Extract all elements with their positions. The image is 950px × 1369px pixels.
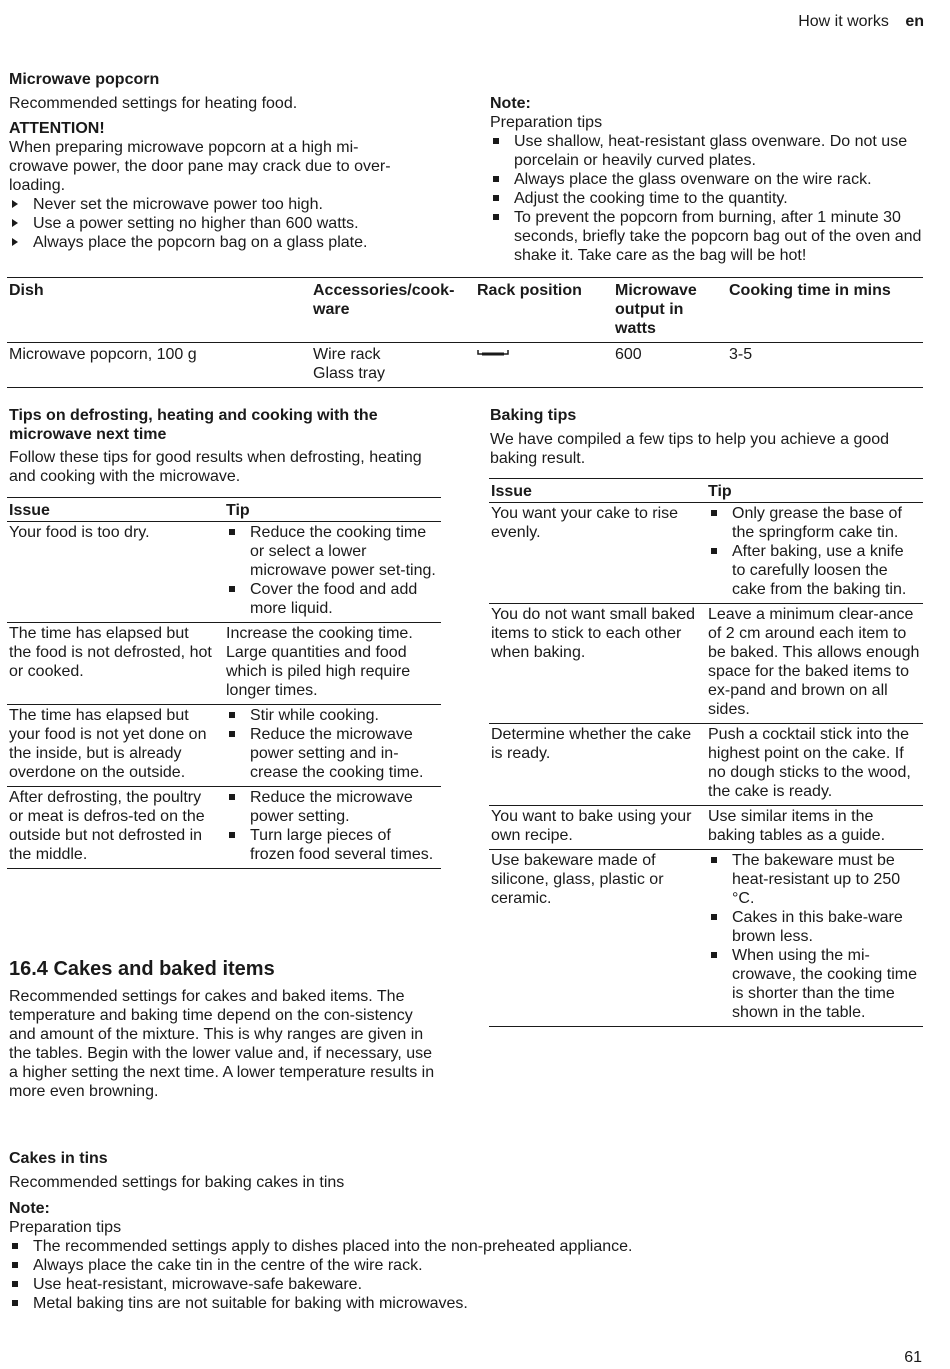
issue-cell: Use bakeware made of silicone, glass, plastic or ceramic.	[491, 852, 664, 907]
issue-cell: You do not want small baked items to stick to each other when baking.	[491, 606, 695, 661]
list-item: Turn large pieces of frozen food several times.	[226, 826, 439, 864]
section-title: Cakes in tins	[9, 1150, 108, 1167]
col-header: Accessories/cook-ware	[313, 282, 455, 318]
col-header: Tip	[226, 502, 250, 519]
tip-cell: Leave a minimum clear-ance of 2 cm around each item to be baked. This allows enough space for the baked items to ex-pand and brown on all sides.	[708, 606, 920, 718]
popcorn-note	[490, 94, 922, 265]
table-row	[7, 787, 441, 869]
output-cell: 600	[615, 346, 642, 363]
list-item: When using the mi-crowave, the cooking time is shorter than the time shown in the table.	[708, 946, 921, 1022]
section-intro: Follow these tips for good results when defrosting, heating and cooking with the microwave.	[9, 449, 422, 485]
tip-cell	[224, 787, 441, 869]
attention-line: When preparing microwave popcorn at a high mi-	[9, 139, 359, 156]
accessory: Wire rack	[313, 346, 381, 363]
list-item: Use shallow, heat-resistant glass ovenware. Do not use porcelain or heavily curved plates.	[490, 132, 922, 170]
list-item: Reduce the microwave power setting.	[226, 788, 439, 826]
col-header: Issue	[9, 502, 50, 519]
tip-list	[226, 788, 439, 864]
accessory: Glass tray	[313, 365, 386, 382]
note-list	[9, 1237, 909, 1313]
table-row	[7, 623, 441, 705]
list-item: Always place the popcorn bag on a glass plate.	[9, 233, 449, 252]
page-number: 61	[904, 1349, 922, 1366]
tip-list	[708, 851, 921, 1022]
table-row	[7, 343, 923, 388]
attention-steps	[9, 195, 449, 252]
note-subtitle: Preparation tips	[9, 1219, 122, 1236]
issue-cell: Your food is too dry.	[9, 524, 150, 541]
table-header-row	[7, 278, 923, 343]
issue-cell: You want to bake using your own recipe.	[491, 808, 692, 844]
table-row	[489, 503, 923, 604]
issue-cell: Determine whether the cake is ready.	[491, 726, 692, 762]
col-header: Dish	[9, 282, 44, 299]
tip-list	[226, 706, 439, 782]
list-item: Adjust the cooking time to the quantity.	[490, 189, 922, 208]
tip-cell	[224, 705, 441, 787]
issue-cell: The time has elapsed but your food is not yet done on the inside, but is already overdone on the outside.	[9, 707, 207, 781]
baking-tips-table	[489, 478, 923, 1027]
section-intro: We have compiled a few tips to help you achieve a good baking result.	[490, 431, 890, 467]
note-label: Note:	[490, 95, 531, 112]
list-item: After baking, use a knife to carefully loosen the cake from the baking tin.	[708, 542, 921, 599]
col-header: Rack position	[477, 282, 582, 299]
header-section: How it works	[798, 13, 889, 30]
col-header: Issue	[491, 483, 532, 500]
table-header-row	[489, 479, 923, 503]
tip-cell: Use similar items in the baking tables as a guide.	[708, 808, 886, 844]
list-item: Use a power setting no higher than 600 watts.	[9, 214, 449, 233]
list-item: Only grease the base of the springform cake tin.	[708, 504, 921, 542]
defrost-section	[9, 406, 441, 486]
note-label: Note:	[9, 1200, 50, 1217]
list-item: Never set the microwave power too high.	[9, 195, 449, 214]
list-item: Cakes in this bake-ware brown less.	[708, 908, 921, 946]
section-intro: Recommended settings for heating food.	[9, 95, 298, 112]
list-item: The recommended settings apply to dishes placed into the non-preheated appliance.	[9, 1237, 909, 1256]
col-header: Cooking time in mins	[729, 282, 891, 299]
issue-cell: After defrosting, the poultry or meat is defros-ted on the outside but not defrosted in the middle.	[9, 789, 205, 863]
header-language: en	[905, 13, 924, 30]
table-row	[7, 522, 441, 623]
list-item: Reduce the cooking time or select a lower microwave power set-ting.	[226, 523, 439, 580]
list-item: Always place the cake tin in the centre of the wire rack.	[9, 1256, 909, 1275]
section-heading: 16.4 Cakes and baked items	[9, 958, 275, 980]
table-row	[489, 806, 923, 850]
table-row	[7, 705, 441, 787]
accessories-cell	[311, 343, 475, 388]
time-cell: 3-5	[729, 346, 753, 363]
list-item: To prevent the popcorn from burning, after 1 minute 30 seconds, briefly take the popcorn bag out of the oven and shake it. Take care as the bag will be hot!	[490, 208, 922, 265]
dish-cell: Microwave popcorn, 100 g	[9, 346, 197, 363]
tip-cell: Push a cocktail stick into the highest point on the cake. If no dough sticks to the wood, the cake is ready.	[708, 726, 911, 800]
cakes-section	[9, 957, 441, 1101]
section-title: Tips on defrosting, heating and cooking with the	[9, 407, 378, 424]
table-row	[489, 604, 923, 724]
attention-label: ATTENTION!	[9, 120, 105, 137]
table-row	[489, 724, 923, 806]
tip-cell	[706, 503, 923, 604]
section-title: microwave next time	[9, 426, 167, 443]
page-header	[798, 12, 924, 31]
tip-list	[226, 523, 439, 618]
defrost-tips-table	[7, 497, 441, 869]
tip-cell	[224, 522, 441, 623]
tip-cell: Increase the cooking time. Large quantities and food which is piled high require longer times.	[226, 625, 413, 699]
list-item: Stir while cooking.	[226, 706, 439, 725]
table-header-row	[7, 498, 441, 522]
tip-cell	[706, 850, 923, 1027]
section-title: Baking tips	[490, 407, 577, 424]
baking-tips-section	[490, 406, 922, 468]
list-item: Always place the glass ovenware on the wire rack.	[490, 170, 922, 189]
section-intro: Recommended settings for baking cakes in tins	[9, 1174, 345, 1191]
wire-rack-shelf-icon	[477, 345, 509, 364]
cakes-in-tins-section	[9, 1149, 909, 1313]
rack-position-cell	[475, 343, 613, 388]
table-row	[489, 850, 923, 1027]
list-item: The bakeware must be heat-resistant up to 250 °C.	[708, 851, 921, 908]
attention-line: loading.	[9, 177, 66, 194]
col-header: Tip	[708, 483, 732, 500]
popcorn-settings-table	[7, 277, 923, 388]
note-list	[490, 132, 922, 265]
tip-list	[708, 504, 921, 599]
issue-cell: You want your cake to rise evenly.	[491, 505, 679, 541]
section-title: Microwave popcorn	[9, 71, 160, 88]
list-item: Reduce the microwave power setting and in-crease the cooking time.	[226, 725, 439, 782]
issue-cell: The time has elapsed but the food is not defrosted, hot or cooked.	[9, 625, 212, 680]
section-body: Recommended settings for cakes and baked items. The temperature and baking time depend on the con-sistency and amount of the mixture. This is why ranges are given in the tables. Begin with the lower value and, if necessary, use a higher setting the next time. A lower temperature results in more even browning.	[9, 988, 435, 1100]
col-header: Microwave output in watts	[615, 282, 697, 337]
list-item: Metal baking tins are not suitable for baking with microwaves.	[9, 1294, 909, 1313]
popcorn-section	[9, 70, 449, 252]
attention-line: crowave power, the door pane may crack due to over-	[9, 158, 391, 175]
list-item: Cover the food and add more liquid.	[226, 580, 439, 618]
list-item: Use heat-resistant, microwave-safe bakeware.	[9, 1275, 909, 1294]
note-subtitle: Preparation tips	[490, 114, 603, 131]
